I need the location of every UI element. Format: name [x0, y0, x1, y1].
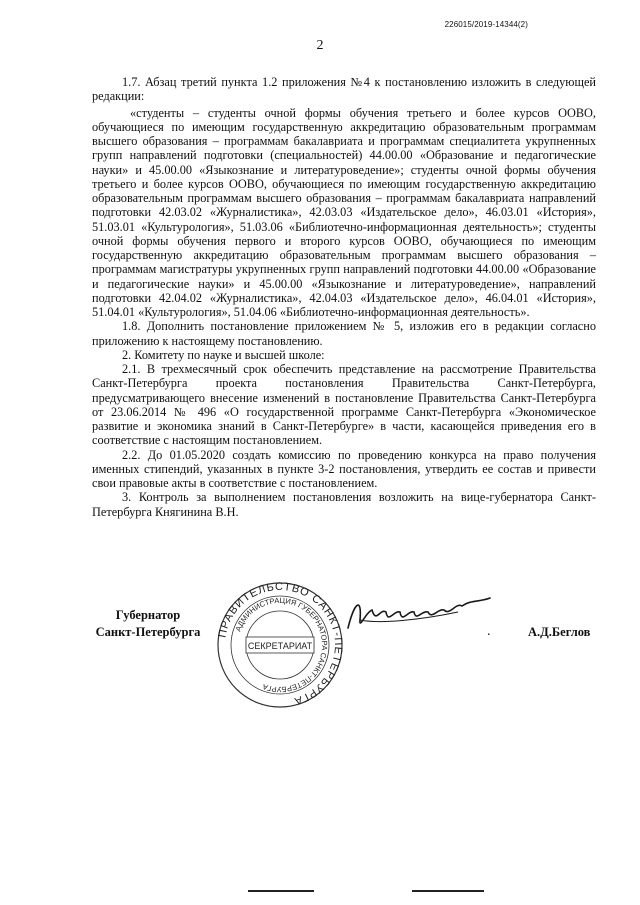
handwritten-signature — [340, 590, 500, 640]
document-number: 226015/2019-14344(2) — [444, 20, 528, 29]
seal-center-text: СЕКРЕТАРИАТ — [247, 641, 313, 651]
paragraph-1-7: 1.7. Абзац третий пункта 1.2 приложения №4 к постановлению изложить в следующей редакции: — [92, 75, 596, 104]
paragraph-2-2: 2.2. До 01.05.2020 создать комиссию по проведению конкурса на право получения именных стипендий, указанных в пункте 3-2 постановления, утвердить ее состав и привести свои правовые акты в соответствие с постановлением. — [92, 447, 596, 490]
signatory-position — [92, 607, 204, 641]
seal-inner-text: АДМИНИСТРАЦИЯ ГУБЕРНАТОРА САНКТ-ПЕТЕРБУРГА — [233, 595, 330, 695]
document-body — [92, 75, 596, 519]
page-number: 2 — [316, 38, 324, 53]
paragraph-1-8: 1.8. Дополнить постановление приложением № 5, изложив его в редакции согласно приложению к настоящему постановлению. — [92, 319, 596, 348]
paragraph-3: 3. Контроль за выполнением постановления возложить на вице-губернатора Санкт-Петербурга Княгинина В.Н. — [92, 490, 596, 519]
position-line-2: Санкт-Петербурга — [95, 625, 201, 639]
paragraph-2: 2. Комитету по науке и высшей школе: — [122, 347, 325, 362]
paragraph-2-1: 2.1. В трехмесячный срок обеспечить представление на рассмотрение Правительства Санкт-Петербурга проекта постановления Правительства Санкт-Петербурга, предусматривающего внесение изменений в постановление Правительства Санкт-Петербурга от 23.06.2014 № 496 «О государственной программе Санкт-Петербурга «Экономическое развитие и экономика знаний в Санкт-Петербурге» в части, касающейся приведения его в соответствие с настоящим постановлением. — [92, 362, 596, 448]
signature-mark: . — [487, 624, 491, 639]
paragraph-quote: «студенты – студенты очной формы обучения третьего и более курсов ООВО, обучающиеся по имеющим государственную аккредитацию образовательным программам высшего образования – программам бакалавриата и программам специалитета укрупненных групп направлений подготовки (специальностей) 44.00.00 «Образование и педагогические науки» и 45.00.00 «Языкознание и литературоведение»; студенты очной формы обучения третьего и более курсов ООВО, обучающиеся по имеющим государственную аккредитацию образовательным программам высшего образования – программам бакалавриата направлений подготовки 42.03.02 «Журналистика», 42.03.03 «Издательское дело», 46.03.01 «История», 51.03.01 «Культурология», 51.03.06 «Библиотечно-информационная деятельность»; студенты очной формы обучения первого и второго курсов ООВО, обучающиеся по имеющим государственную аккредитацию образовательным программам высшего образования – программам магистратуры укрупненных групп направлений подготовки 44.00.00 «Образование и педагогические науки» и 45.00.00 «Языкознание и литературоведение», направлений подготовки 42.04.02 «Журналистика», 42.04.03 «Издательское дело», 46.04.01 «История», 51.04.01 «Культурология», 51.04.06 «Библиотечно-информационная деятельность». — [92, 105, 596, 319]
official-seal — [215, 580, 345, 710]
bottom-rule — [412, 890, 484, 892]
signatory-name: А.Д.Беглов — [528, 625, 591, 639]
position-line-1: Губернатор — [115, 608, 181, 622]
seal-outer-text: ПРАВИТЕЛЬСТВО САНКТ-ПЕТЕРБУРГА — [216, 580, 345, 708]
bottom-rule — [248, 890, 314, 892]
